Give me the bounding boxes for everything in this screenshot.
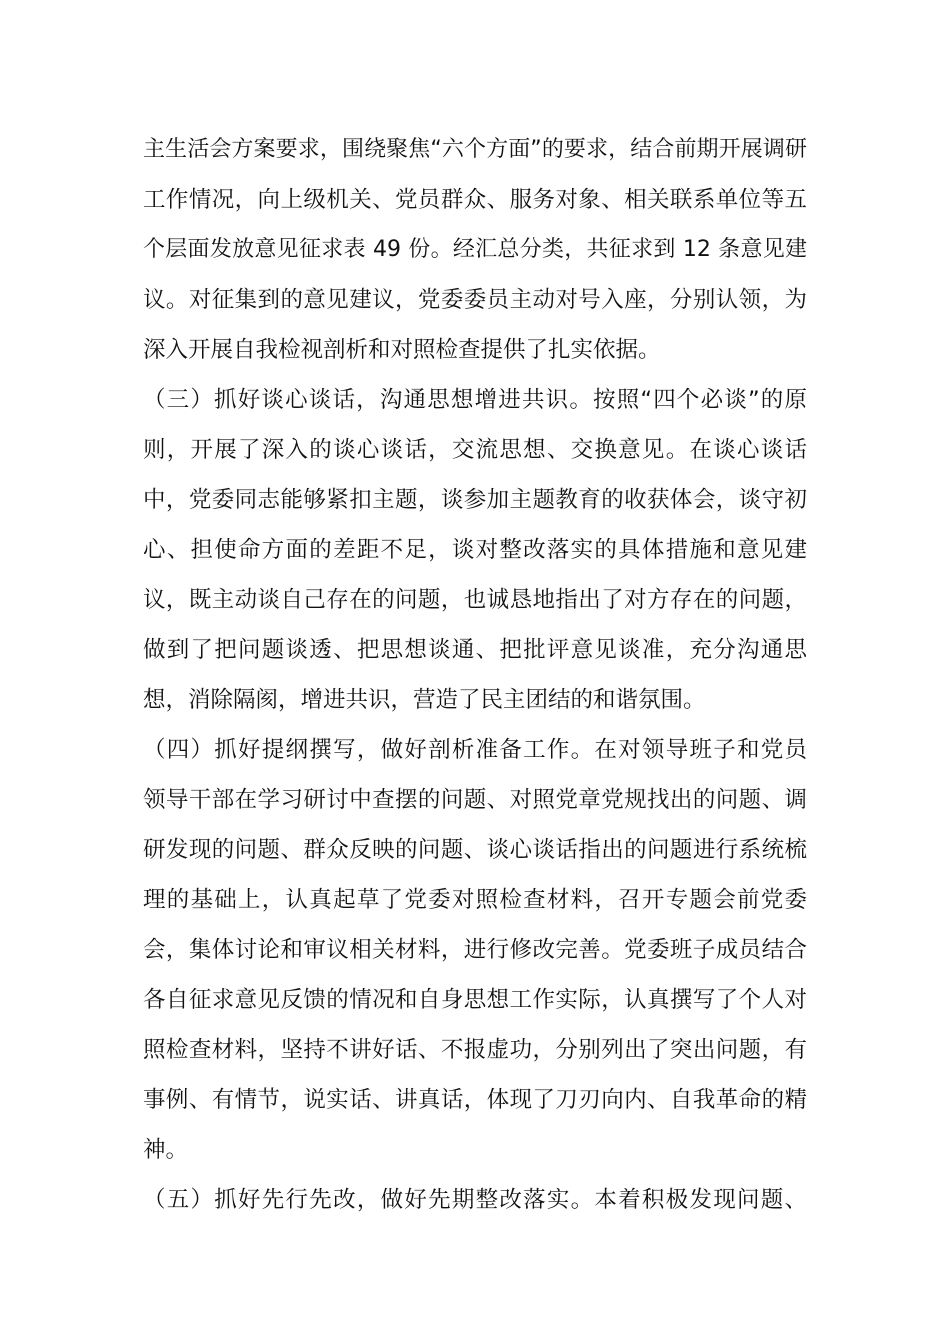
text-line: 做到了把问题谈透、把思想谈通、把批评意见谈准，充分沟通思 [143, 637, 807, 663]
text-line: 心、担使命方面的差距不足，谈对整改落实的具体措施和意见建 [143, 537, 807, 563]
text-line: 深入开展自我检视剖析和对照检查提供了扎实依据。 [143, 337, 661, 363]
text-line: （三）抓好谈心谈话，沟通思想增进共识。按照“四个必谈”的原 [143, 387, 807, 413]
text-line: 领导干部在学习研讨中查摆的问题、对照党章党规找出的问题、调 [143, 787, 807, 813]
text-line: 主生活会方案要求，围绕聚焦“六个方面”的要求，结合前期开展调研 [143, 137, 807, 162]
text-line: （四）抓好提纲撰写，做好剖析准备工作。在对领导班子和党员 [143, 737, 807, 763]
text-line: 则，开展了深入的谈心谈话，交流思想、交换意见。在谈心谈话 [143, 437, 807, 463]
text-line: 个层面发放意见征求表 49 份。经汇总分类，共征求到 12 条意见建 [143, 237, 807, 262]
text-line: 神。 [143, 1137, 189, 1163]
text-line: 事例、有情节，说实话、讲真话，体现了刀刃向内、自我革命的精 [143, 1087, 807, 1113]
text-line: （五）抓好先行先改，做好先期整改落实。本着积极发现问题、 [143, 1187, 807, 1213]
text-line: 议。对征集到的意见建议，党委委员主动对号入座，分别认领，为 [143, 287, 807, 313]
text-line: 各自征求意见反馈的情况和自身思想工作实际，认真撰写了个人对 [143, 987, 807, 1013]
text-line: 议，既主动谈自己存在的问题，也诚恳地指出了对方存在的问题， [143, 587, 807, 613]
text-line: 想，消除隔阂，增进共识，营造了民主团结的和谐氛围。 [143, 687, 706, 713]
text-line: 会，集体讨论和审议相关材料，进行修改完善。党委班子成员结合 [143, 937, 807, 963]
text-line: 工作情况，向上级机关、党员群众、服务对象、相关联系单位等五 [143, 187, 807, 213]
text-line: 理的基础上，认真起草了党委对照检查材料，召开专题会前党委 [143, 887, 807, 913]
text-line: 中，党委同志能够紧扣主题，谈参加主题教育的收获体会，谈守初 [143, 487, 807, 513]
text-line: 研发现的问题、群众反映的问题、谈心谈话指出的问题进行系统梳 [143, 837, 807, 863]
text-line: 照检查材料，坚持不讲好话、不报虚功，分别列出了突出问题，有 [143, 1037, 807, 1063]
